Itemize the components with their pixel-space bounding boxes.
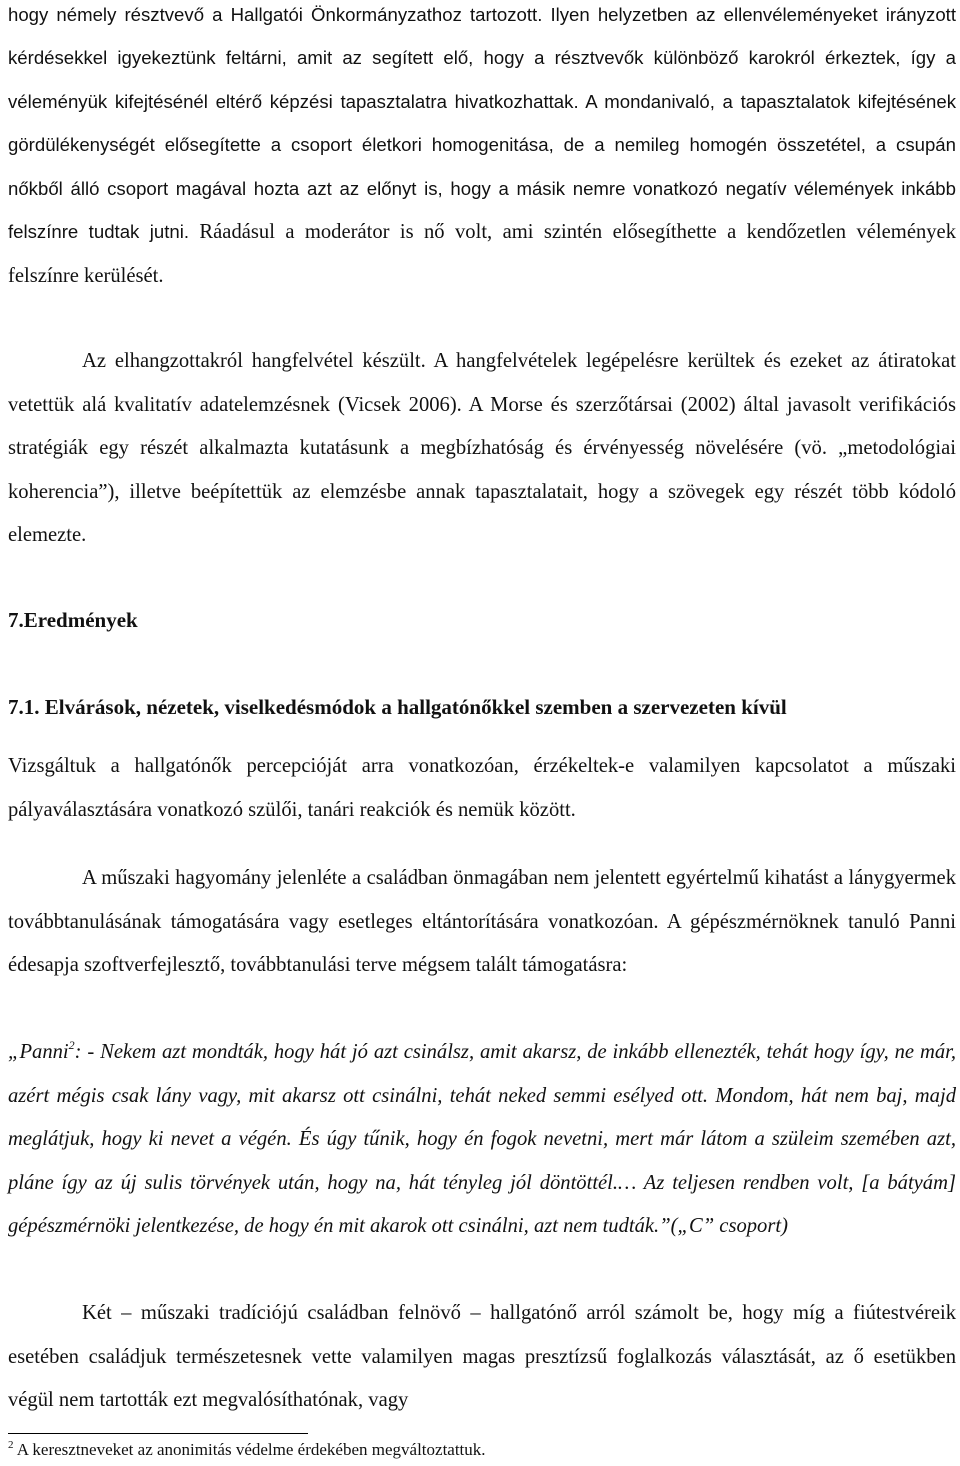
footnote-marker: 2 <box>68 1038 75 1052</box>
footnote-text: A keresztneveket az anonimitás védelme érdekében megváltoztattuk. <box>13 1440 486 1459</box>
paragraph-tradition: A műszaki hagyomány jelenléte a családban önmagában nem jelentett egyértelmű kihatást a lánygyermek továbbtanulásának támogatására vagy esetleges eltántorítására vonatkozóan. A gépészmérnöknek tanuló Panni édesapja szoftverfejlesztő, továbbtanulási terve mégsem talált támogatásra: <box>8 867 956 976</box>
paragraph-focus-group <box>8 0 956 299</box>
paragraph-focus-group-sans-part: hogy némely résztvevő a Hallgatói Önkormányzathoz tartozott. Ilyen helyzetben az ellenvéleményeket irányzott kérdésekkel igyekeztünk feltárni, amit az segített elő, hogy a résztvevők különböző karokról érkeztek, így a véleményük kifejtésénél eltérő képzési tapasztalatra hivatkozhattak. A mondanivaló, a tapasztalatok kifejtésének gördülékenységét elősegítette a csoport életkori homogenitása, de a nemileg homogén összetétel, a csupán nőkből álló csoport magával hozta azt az előnyt is, hogy a másik nemre vonatkozó negatív vélemények inkább felszínre tudtak jutni. <box>8 4 956 243</box>
section-heading: 7.Eredmények <box>8 608 138 632</box>
paragraph-siblings: Két – műszaki tradíciójú családban felnövő – hallgatónő arról számolt be, hogy míg a fiútestvéreik esetében családjuk természetesnek vette valamilyen magas presztízsű foglalkozás választását, az ő esetükben végül nem tartották ezt megvalósíthatónak, vagy <box>8 1302 956 1411</box>
quote-body: : - Nekem azt mondták, hogy hát jó azt csinálsz, amit akarsz, de inkább ellenezték, tehát hogy így, ne már, azért mégis csak lány vagy, mit akarsz ott csinálni, tehát neked semmi esélyed ott. Mondom, hát nem baj, majd meglátjuk, hogy ki nevet a végén. És úgy tűnik, hogy én fogok nevetni, mert már látom a szüleim szemében azt, pláne így az új sulis törvények után, hogy na, hát tényleg jól döntöttél.… Az teljesen rendben volt, [a bátyám] gépészmérnöki jelentkezése, de hogy én mit akarok ott csinálni, azt nem tudták.”(„C” csoport) <box>8 1041 956 1237</box>
footnote-divider <box>8 1433 308 1434</box>
interview-quote <box>8 1031 956 1249</box>
paragraph-recording: Az elhangzottakról hangfelvétel készült. A hangfelvételek legépelésre kerültek és ezeket az átiratokat vetettük alá kvalitatív adatelemzésnek (Vicsek 2006). A Morse és szerzőtársai (2002) által javasolt verifikációs stratégiák egy részét alkalmazta kutatásunk a megbízhatóság és érvényesség növelésére (vö. „metodológiai koherencia”), illetve beépítettük az elemzésbe annak tapasztalatait, hogy a szövegek egy részét több kódoló elemezte. <box>8 350 956 546</box>
footnote-number: 2 <box>8 1439 14 1451</box>
paragraph-perception: Vizsgáltuk a hallgatónők percepcióját arra vonatkozóan, érzékeltek-e valamilyen kapcsolatot a műszaki pályaválasztására vonatkozó szülői, tanári reakciók és nemük között. <box>8 755 956 821</box>
footnote <box>8 1438 486 1462</box>
paragraph-focus-group-serif-part: Ráadásul a moderátor is nő volt, ami szintén elősegíthette a kendőzetlen vélemények felszínre kerülését. <box>8 221 956 288</box>
subsection-heading: 7.1. Elvárások, nézetek, viselkedésmódok a hallgatónőkkel szemben a szervezeten kívül <box>8 695 787 719</box>
quote-speaker: „Panni <box>8 1041 69 1063</box>
